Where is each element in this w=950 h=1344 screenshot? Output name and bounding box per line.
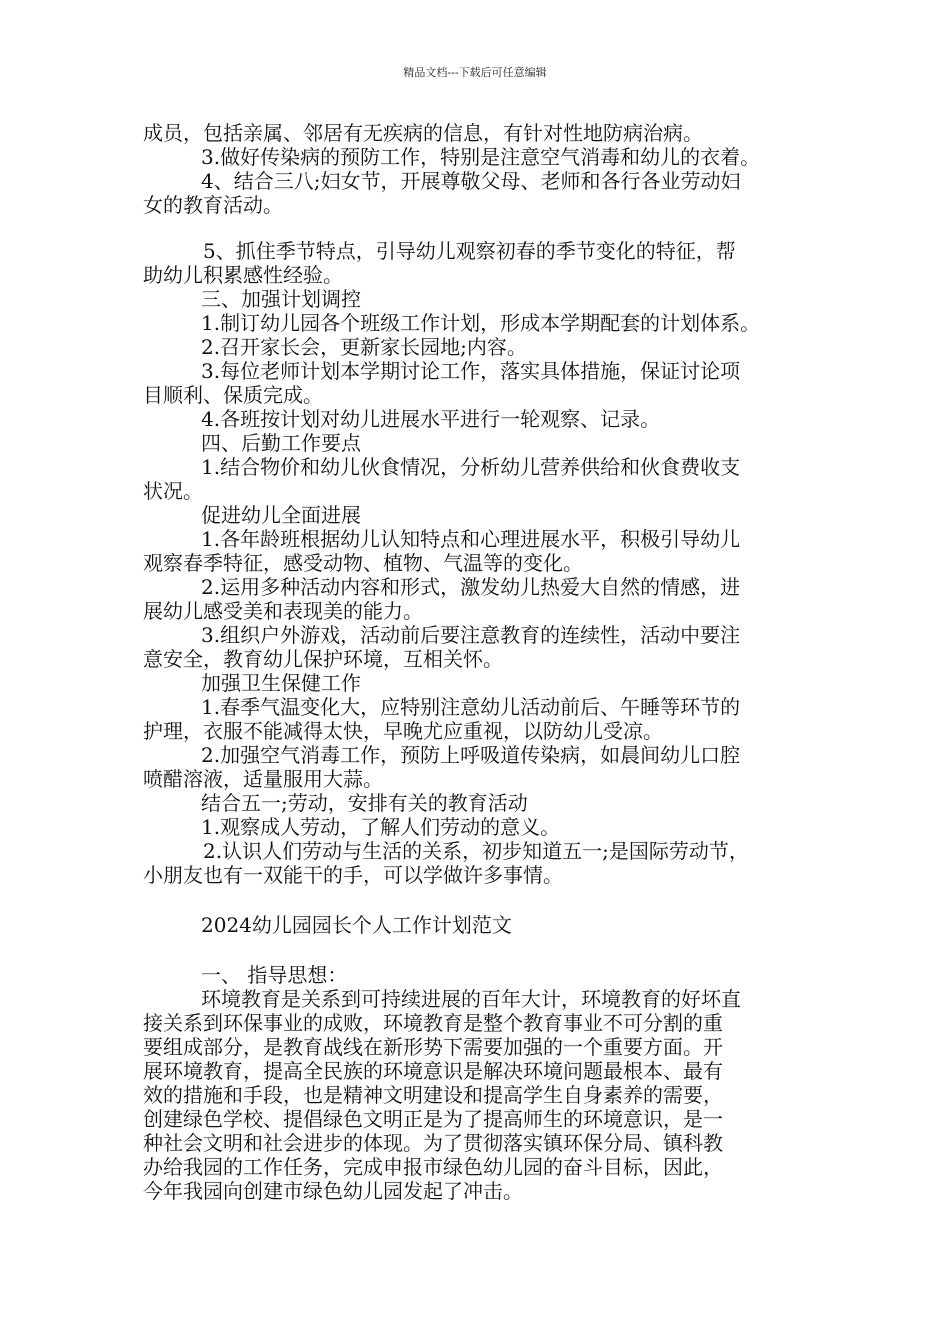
text-line: 3.组织户外游戏，活动前后要注意教育的连续性，活动中要注 <box>201 623 741 647</box>
text-line: 喷醋溶液，适量服用大蒜。 <box>143 767 383 791</box>
section-heading: 结合五一;劳动，安排有关的教育活动 <box>201 791 528 815</box>
text-line: 护理，衣服不能减得太快，早晚尤应重视，以防幼儿受凉。 <box>143 719 663 743</box>
paragraph-line: 要组成部分，是教育战线在新形势下需要加强的一个重要方面。开 <box>143 1035 723 1059</box>
paragraph-line: 效的措施和手段，也是精神文明建设和提高学生自身素养的需要， <box>143 1083 723 1107</box>
text-line: 观察春季特征，感受动物、植物、气温等的变化。 <box>143 551 583 575</box>
text-line: 1.结合物价和幼儿伙食情况，分析幼儿营养供给和伙食费收支 <box>201 455 741 479</box>
subheading: 一、 指导思想： <box>201 963 348 987</box>
text-line: 1.各年龄班根据幼儿认知特点和心理进展水平，积极引导幼儿 <box>201 527 741 551</box>
text-line: 状况。 <box>143 479 203 503</box>
text-line: 2.认识人们劳动与生活的关系，初步知道五一;是国际劳动节， <box>203 839 749 863</box>
document-body <box>143 121 815 1203</box>
paragraph-line: 今年我园向创建市绿色幼儿园发起了冲击。 <box>143 1179 523 1203</box>
text-line: 2.运用多种活动内容和形式，激发幼儿热爱大自然的情感，进 <box>201 575 741 599</box>
paragraph-line: 办给我园的工作任务，完成申报市绿色幼儿园的奋斗目标，因此， <box>143 1155 723 1179</box>
text-line: 成员，包括亲属、邻居有无疾病的信息，有针对性地防病治病。 <box>143 121 703 145</box>
paragraph-line: 接关系到环保事业的成败，环境教育是整个教育事业不可分割的重 <box>143 1011 723 1035</box>
text-line: 小朋友也有一双能干的手，可以学做许多事情。 <box>143 863 563 887</box>
page-header: 精品文档---下载后可任意编辑 <box>403 66 547 79</box>
text-line: 3.每位老师计划本学期讨论工作，落实具体措施，保证讨论项 <box>201 359 741 383</box>
text-line: 5、抓住季节特点，引导幼儿观察初春的季节变化的特征，帮 <box>203 239 736 263</box>
text-line: 意安全，教育幼儿保护环境，互相关怀。 <box>143 647 503 671</box>
paragraph-line: 种社会文明和社会进步的体现。为了贯彻落实镇环保分局、镇科教 <box>143 1131 723 1155</box>
text-line: 女的教育活动。 <box>143 193 283 217</box>
paragraph-line: 展环境教育，提高全民族的环境意识是解决环境问题最根本、最有 <box>143 1059 723 1083</box>
text-line: 2.加强空气消毒工作，预防上呼吸道传染病，如晨间幼儿口腔 <box>201 743 741 767</box>
text-line: 2.召开家长会，更新家长园地;内容。 <box>201 335 527 359</box>
text-line: 1.观察成人劳动，了解人们劳动的意义。 <box>201 815 561 839</box>
section-heading: 加强卫生保健工作 <box>201 671 361 695</box>
paragraph-line: 创建绿色学校、提倡绿色文明正是为了提高师生的环境意识，是一 <box>143 1107 723 1131</box>
text-line: 目顺利、保质完成。 <box>143 383 323 407</box>
text-line: 4.各班按计划对幼儿进展水平进行一轮观察、记录。 <box>201 407 661 431</box>
text-line: 1.春季气温变化大，应特别注意幼儿活动前后、午睡等环节的 <box>201 695 741 719</box>
text-line: 4、结合三八;妇女节，开展尊敬父母、老师和各行各业劳动妇 <box>201 169 741 193</box>
section-title: 2024幼儿园园长个人工作计划范文 <box>201 913 512 937</box>
paragraph-line: 环境教育是关系到可持续进展的百年大计，环境教育的好坏直 <box>201 987 741 1011</box>
section-heading: 促进幼儿全面进展 <box>201 503 361 527</box>
text-line: 展幼儿感受美和表现美的能力。 <box>143 599 423 623</box>
text-line: 3.做好传染病的预防工作，特别是注意空气消毒和幼儿的衣着。 <box>201 145 761 169</box>
text-line: 助幼儿积累感性经验。 <box>143 263 343 287</box>
section-heading: 四、后勤工作要点 <box>201 431 361 455</box>
section-heading: 三、加强计划调控 <box>201 287 361 311</box>
text-line: 1.制订幼儿园各个班级工作计划，形成本学期配套的计划体系。 <box>201 311 761 335</box>
